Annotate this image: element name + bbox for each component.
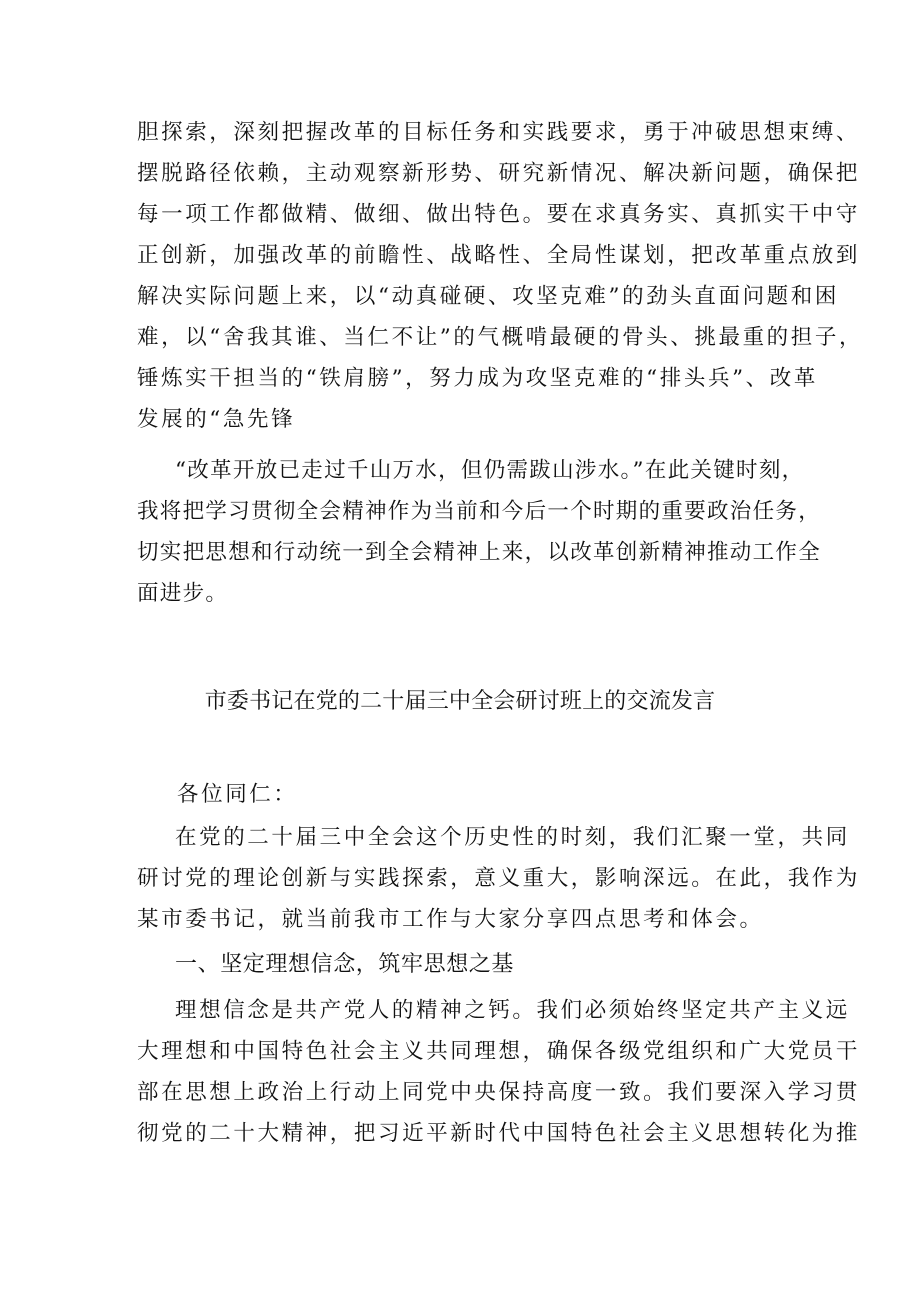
text-line: 某市委书记，就当前我市工作与大家分享四点思考和体会。	[137, 907, 764, 932]
text-line: 解决实际问题上来，以“动真碰硬、攻坚克难”的劲头直面问题和困	[137, 284, 839, 309]
text-line: 在党的二十届三中全会这个历史性的时刻，我们汇聚一堂，共同	[175, 825, 850, 850]
text-line: 研讨党的理论创新与实践探索，意义重大，影响深远。在此，我作为	[137, 866, 861, 891]
text-line: 面进步。	[137, 581, 229, 606]
text-line: 摆脱路径依赖，主动观察新形势、研究新情况、解决新问题，确保把	[137, 161, 861, 186]
text-line: 难，以“舍我其谁、当仁不让”的气概啃最硬的骨头、挑最重的担子，	[137, 325, 864, 350]
text-line: 胆探索，深刻把握改革的目标任务和实践要求，勇于冲破思想束缚、	[137, 120, 861, 145]
text-line: “改革开放已走过千山万水，但仍需跋山涉水。”在此关键时刻，	[175, 458, 805, 483]
document-title: 市委书记在党的二十届三中全会研讨班上的交流发言	[204, 689, 716, 714]
section-heading: 一、坚定理想信念，筑牢思想之基	[175, 952, 515, 977]
text-line: 部在思想上政治上行动上同党中央保持高度一致。我们要深入学习贯	[137, 1080, 861, 1105]
text-line: 我将把学习贯彻全会精神作为当前和今后一个时期的重要政治任务，	[137, 499, 822, 524]
text-line: 正创新，加强改革的前瞻性、战略性、全局性谋划，把改革重点放到	[137, 243, 861, 268]
greeting: 各位同仁：	[177, 782, 298, 807]
text-line: 理想信念是共产党人的精神之钙。我们必须始终坚定共产主义远	[175, 998, 850, 1023]
text-line: 每一项工作都做精、做细、做出特色。要在求真务实、真抓实干中守	[137, 202, 861, 227]
text-line: 切实把思想和行动统一到全会精神上来，以改革创新精神推动工作全	[137, 540, 822, 565]
text-line: 彻党的二十大精神，把习近平新时代中国特色社会主义思想转化为推	[137, 1121, 861, 1146]
text-line: 大理想和中国特色社会主义共同理想，确保各级党组织和广大党员干	[137, 1039, 861, 1064]
text-line: 锤炼实干担当的“铁肩膀”，努力成为攻坚克难的“排头兵”、改革	[137, 366, 818, 391]
text-line: 发展的“急先锋	[137, 407, 296, 432]
